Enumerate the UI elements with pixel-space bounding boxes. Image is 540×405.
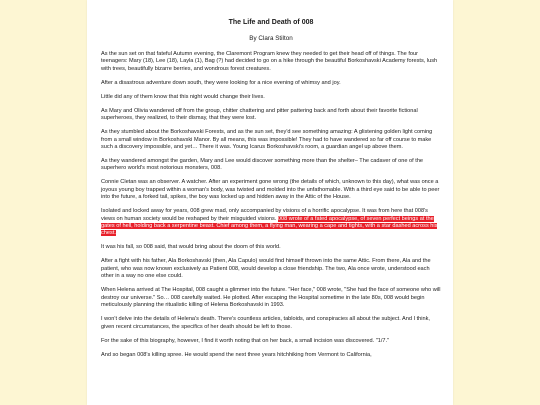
paragraph-text: I won't delve into the details of Helena's death. There's countless articles, tabloids, and conspiracies all about the subject. And I think, given recent circumstances, the specifics of her death should be left to those. bbox=[101, 316, 430, 330]
paragraph bbox=[101, 94, 441, 101]
paragraph bbox=[101, 108, 441, 123]
highlighted-text[interactable]: 008 wrote of a fated apocalypse, of seven perfect beings at the gates of hell, holding back a serpentine beast. Chief among them, a flying man, wearing a cape and tights, with a star dashed across his chest. bbox=[101, 215, 438, 237]
paragraph-text: After a fight with his father, Ala Borkoshavski (then, Ala Capulo) would find himself thrown into the same Attic. From there, Ala and the patient, who was now known exclusively as Patient 008, would develop a close friendship. The two, Ala once wrote, understood each other in a way no one else could. bbox=[101, 258, 431, 280]
paragraph bbox=[101, 352, 441, 359]
paragraph-text: As Mary and Olivia wandered off from the group, chitter chattering and pitter pattering back and forth about their favorite fictional superheroes, they realized, to their dismay, that they were lost. bbox=[101, 107, 418, 122]
paragraph bbox=[101, 208, 441, 238]
paragraph bbox=[101, 80, 441, 87]
paragraph-text: For the sake of this biography, however, I find it worth noting that on her back, a small incision was discovered. "1/7." bbox=[101, 337, 390, 344]
paragraph bbox=[101, 129, 441, 151]
document-content bbox=[87, 0, 453, 359]
document-page bbox=[87, 0, 453, 405]
paragraph-text: And so began 008's killing spree. He would spend the next three years hitchhiking from Vermont to California, bbox=[101, 351, 372, 358]
paragraph bbox=[101, 179, 441, 201]
paragraph-text: It was his fall, so 008 said, that would bring about the doom of this world. bbox=[101, 244, 281, 251]
paragraph-text: As the sun set on that fateful Autumn evening, the Claremont Program knew they needed to get their head off of things. The four teenagers: Mary (18), Lee (18), Layla (1), Bag (?) had decided to go on a hike through the beautiful Borkoshavski Academy forests, lush with trees, beautifully bizarre berries, and wondrous forest creatures. bbox=[101, 51, 438, 72]
paragraph-text: After a disastrous adventure down south, they were looking for a nice evening of whimsy and joy. bbox=[101, 79, 341, 86]
paragraph bbox=[101, 51, 441, 73]
paragraph-text: As they wandered amongst the garden, Mary and Lee would discover something more than the shelter– The cadaver of one of the superhero world's most notorious monsters, 008. bbox=[101, 158, 424, 172]
paragraph-text: When Helena arrived at The Hospital, 008 caught a glimmer into the future. "Her face," 008 wrote, "She had the face of someone who will destroy our universe." So… 008 carefully waited. He plotted. After escaping the Hospital sometime in the late 80s, 008 would begin meticulously planning the ritualistic killing of Helena Borkoshavski in 1993. bbox=[101, 287, 441, 309]
paragraph bbox=[101, 287, 441, 309]
document-title: The Life and Death of 008 bbox=[228, 19, 314, 26]
document-author: By Clara Stilton bbox=[249, 35, 293, 42]
paragraph-text: Connie Cletan was an observer. A watcher. After an experiment gone wrong (the details of which, unknown to this day), what was once a joyous young boy trapped within a woman's body, was twisted and molded into the unfathomable. With a third eye said to be able to peer into the future, a forked tail, spikes, the boy was locked up and hidden away in the Attic of the House. bbox=[101, 179, 440, 201]
paragraph bbox=[101, 158, 441, 173]
paragraph bbox=[101, 244, 441, 251]
paragraph bbox=[101, 258, 441, 280]
paragraph-text: As they stumbled about the Borkoshavski Forests, and as the sun set, they'd see something amazing: A glistening golden light coming from a small window in Borkoshavski Manor. By all means, this was impossible! They had to have wandered so far off course to make such a discovery impossible, and yet… There it was. Young Icarus Borkoshavski's room, a guardian angel up above them. bbox=[101, 129, 433, 151]
paragraph bbox=[101, 316, 441, 331]
paragraph bbox=[101, 338, 441, 345]
paragraph-text: Little did any of them know that this night would change their lives. bbox=[101, 93, 265, 100]
paragraph-text: Isolated and locked away for years, 008 grew mad, only accompanied by visions of a horrific apocalypse. It was from here that 008's views on human society would be reshaped by their misguided visions. bbox=[101, 208, 428, 222]
